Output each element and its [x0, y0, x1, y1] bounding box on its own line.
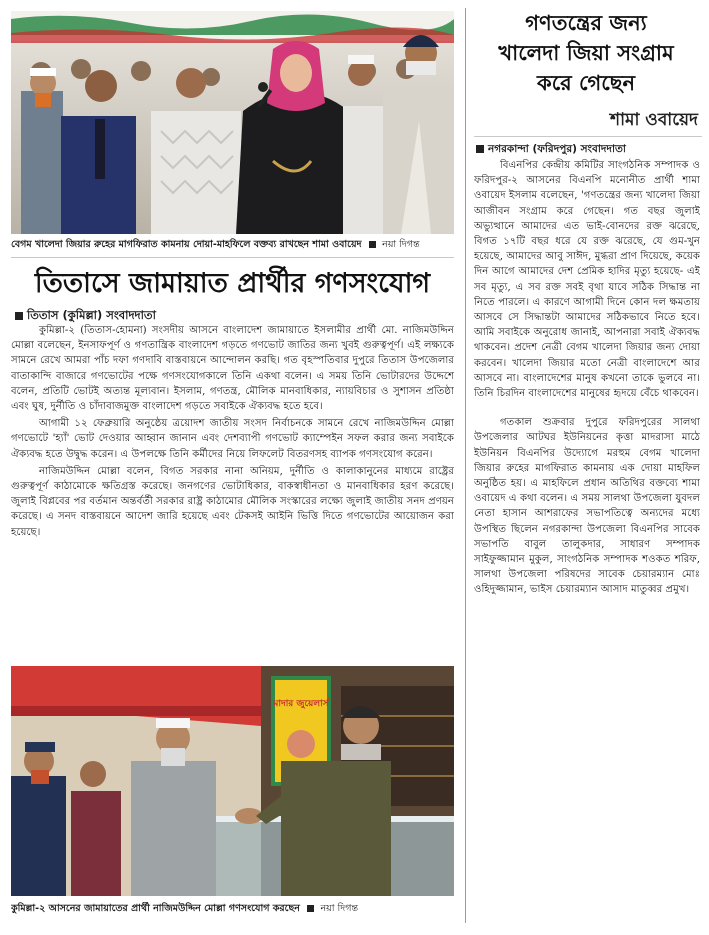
- byline-text: তিতাস (কুমিল্লা) সংবাদদাতা: [27, 308, 156, 322]
- divider: [11, 257, 454, 258]
- article-paragraph: কুমিল্লা-২ (তিতাস-হোমনা) সংসদীয় আসনে বাংলাদেশ জামায়াতে ইসলামীর প্রার্থী মো. নাজিমউদ্দিন মোল্লা বলেছেন, ইনসাফপূর্ণ ও গণতান্ত্রিক বাংলাদেশ গড়তে গণভোট জাতির জন্য খুবই গুরুত্বপূর্ণ। এই লক্ষ্যকে সামনে রেখে আমরা পাঁচ দফা গণদাবি বাস্তবায়নে আন্দোলন করছি। গত বৃহস্পতিবার দুপুরে তিতাস উপজেলার বাতাকান্দি বাজারে গণভোটের পক্ষে গণসংযোগকালে তিনি একথা বলেন। এ সময় তিনি ভোটারদের উদ্দেশে বলেন, প্রতিটি ভোটই অত্যন্ত মূল্যবান। ইসলাম, গণতন্ত্র, মৌলিক মানবাধিকার, ন্যায়বিচার ও সুশাসন প্রতিষ্ঠা এবং ঘুষ, দুর্নীতি ও চাঁদাবাজমুক্ত বাংলাদেশ গড়তে সবাইকে ঐক্যবদ্ধ হতে হবে।: [11, 325, 454, 413]
- campaign-photo-illustration: [11, 666, 454, 896]
- right-byline: [476, 141, 704, 157]
- square-bullet-icon: [476, 145, 484, 153]
- article-paragraph: গতকাল শুক্রবার দুপুরে ফরিদপুরের সালথা উপজেলার আটঘর ইউনিয়নের কৃত্তা মাদরাসা মাঠে ইউনিয়ন বিএনপির উদ্যোগে মরহুম বেগম খালেদা জিয়ার রুহের মাগফিরাত কামনায় এক দোয়া মাহফিল অনুষ্ঠিত হয়। এ মাহফিলে প্রধান অতিথির বক্তব্যে শামা ওবায়েদ এ কথা বলেন। এ সময় সালথা উপজেলা যুবদল নেতা হাসান আশরাফের সভাপতিত্বে অন্যদের মধ্যে উপস্থিত ছিলেন নগরকান্দা উপজেলা বিএনপির সাবেক সভাপতি বাবুল তালুকদার, সাধারণ সম্পাদক সাইফুজ্জামান মুকুল, সাংগঠনিক সম্পাদক শওকত শরিফ, সালথা উপজেলা পরিষদের সাবেক চেয়ারম্যান মোঃ ওহিদুজ্জামান, ভাইস চেয়ারম্যান আসাদ মাতুব্বর প্রমুখ।: [474, 417, 700, 596]
- square-bullet-icon: [15, 312, 23, 320]
- article-paragraph: বিএনপির কেন্দ্রীয় কমিটির সাংগঠনিক সম্পাদক ও ফরিদপুর-২ আসনের বিএনপি মনোনীত প্রার্থী শামা ওবায়েদ ইসলাম বলেছেন, 'গণতন্ত্রের জন্য খালেদা জিয়া আজীবন সংগ্রাম করে গেছেন। গত বছর জুলাই অভ্যুত্থানে আমাদের এত ভাই-বোনদের রক্ত ঝরেছে, বিগত ১৭টি বছর ধরে যে রক্ত ঝরেছে, যে গুম-খুন হয়েছে, আমাদের আবু সাঈদ, মুগ্ধরা প্রাণ দিয়েছে, কয়েক দিন আগে আমাদের দেশ প্রেমিক হাদির মৃত্যু হয়েছে- এই সব মৃত্যু, এ সব রক্ত সবই বৃথা যাবে সঠিক সিদ্ধান্ত না নিতে পারলে। এ কারণে আগামী দিনে কোন দল ক্ষমতায় আসবে সে সিদ্ধান্তটা আমাদের সঠিকভাবে নিতে হবে। আমি সবাইকে অনুরোধ জানাই, আপনারা সবাই ঐক্যবদ্ধ থাকবেন। প্রদেশ নেত্রী বেগম খালেদা জিয়ার জন্য দোয়া করবেন। খালেদা জিয়ার মতো নেত্রী বাংলাদেশে আর আসবে না। বাংলাদেশের মানুষ কখনো তাকে ভুলবে না। তিনি চিরদিন বাংলাদেশের মানুষের হৃদয়ে বেঁচে থাকবেন।: [474, 160, 700, 400]
- bottom-photo-caption: [11, 902, 454, 916]
- square-bullet-icon: [369, 241, 376, 248]
- headline-line: করে গেছেন: [537, 71, 635, 95]
- top-photo-caption: [11, 238, 454, 252]
- caption-text: কুমিল্লা-২ আসনের জামায়াতের প্রার্থী নাজিমউদ্দিন মোল্লা গণসংযোগ করছেন: [11, 903, 300, 914]
- rally-photo-illustration: [11, 11, 454, 234]
- square-bullet-icon: [307, 905, 314, 912]
- byline-text: নগরকান্দা (ফরিদপুর) সংবাদদাতা: [488, 143, 626, 155]
- column-separator: [465, 8, 466, 923]
- left-byline: [15, 307, 455, 323]
- bottom-photo: [11, 666, 454, 896]
- right-article-body: [474, 158, 700, 920]
- top-photo: [11, 11, 454, 234]
- photo-credit: নয়া দিগন্ত: [320, 903, 359, 914]
- caption-text: বেগম খালেদা জিয়ার রুহের মাগফিরাত কামনায় দোয়া-মাহফিলে বক্তব্য রাখছেন শামা ওবায়েদ: [11, 239, 362, 250]
- right-headline: [470, 8, 702, 98]
- shop-sign-text: মাদার জুয়েলার্স: [273, 699, 329, 709]
- divider: [474, 136, 702, 137]
- left-article-body: [11, 323, 454, 659]
- article-paragraph: নাজিমউদ্দিন মোল্লা বলেন, বিগত সরকার নানা অনিয়ম, দুর্নীতি ও কালাকানুনের মাধ্যমে রাষ্ট্রের গুরুত্বপূর্ণ কাঠামোকে ক্ষতিগ্রস্ত করেছে। জনগণের ভোটাধিকার, বাকস্বাধীনতা ও মানবাধিকার হরণ করেছে। জুলাই বিপ্লবের পর বর্তমান অন্তর্বর্তী সরকার রাষ্ট্র কাঠামোর মৌলিক সংস্কারের লক্ষ্যে জুলাই জাতীয় সনদ প্রণয়ন করেছে। এ সনদ বাস্তবায়নে আদেশ জারি হয়েছে এবং টেকসই আইনি ভিত্তি দিতে গণভোটের আয়োজন করা হয়েছে।: [11, 465, 454, 538]
- headline-line: গণতন্ত্রের জন্য: [525, 11, 647, 35]
- right-subhead: শামা ওবায়েদ: [610, 110, 698, 130]
- photo-credit: নয়া দিগন্ত: [382, 239, 420, 250]
- left-headline: তিতাসে জামায়াত প্রার্থীর গণসংযোগ: [34, 268, 431, 299]
- headline-line: খালেদা জিয়া সংগ্রাম: [498, 41, 674, 65]
- article-paragraph: আগামী ১২ ফেব্রুয়ারি অনুষ্ঠেয় ত্রয়োদশ জাতীয় সংসদ নির্বাচনকে সামনে রেখে নাজিমউদ্দিন মোল্লা গণভোটে 'হ্যাঁ' ভোট দেওয়ার আহ্বান জানান এবং দেশব্যাপী গণভোট ক্যাম্পেইন সফল করার জন্য সবাইকে ঐক্যবদ্ধ হতে উদ্বুদ্ধ করেন। এ উপলক্ষে তিনি কর্মীদের নিয়ে লিফলেট বিতরণসহ ব্যাপক গণসংযোগ করেন।: [11, 418, 454, 460]
